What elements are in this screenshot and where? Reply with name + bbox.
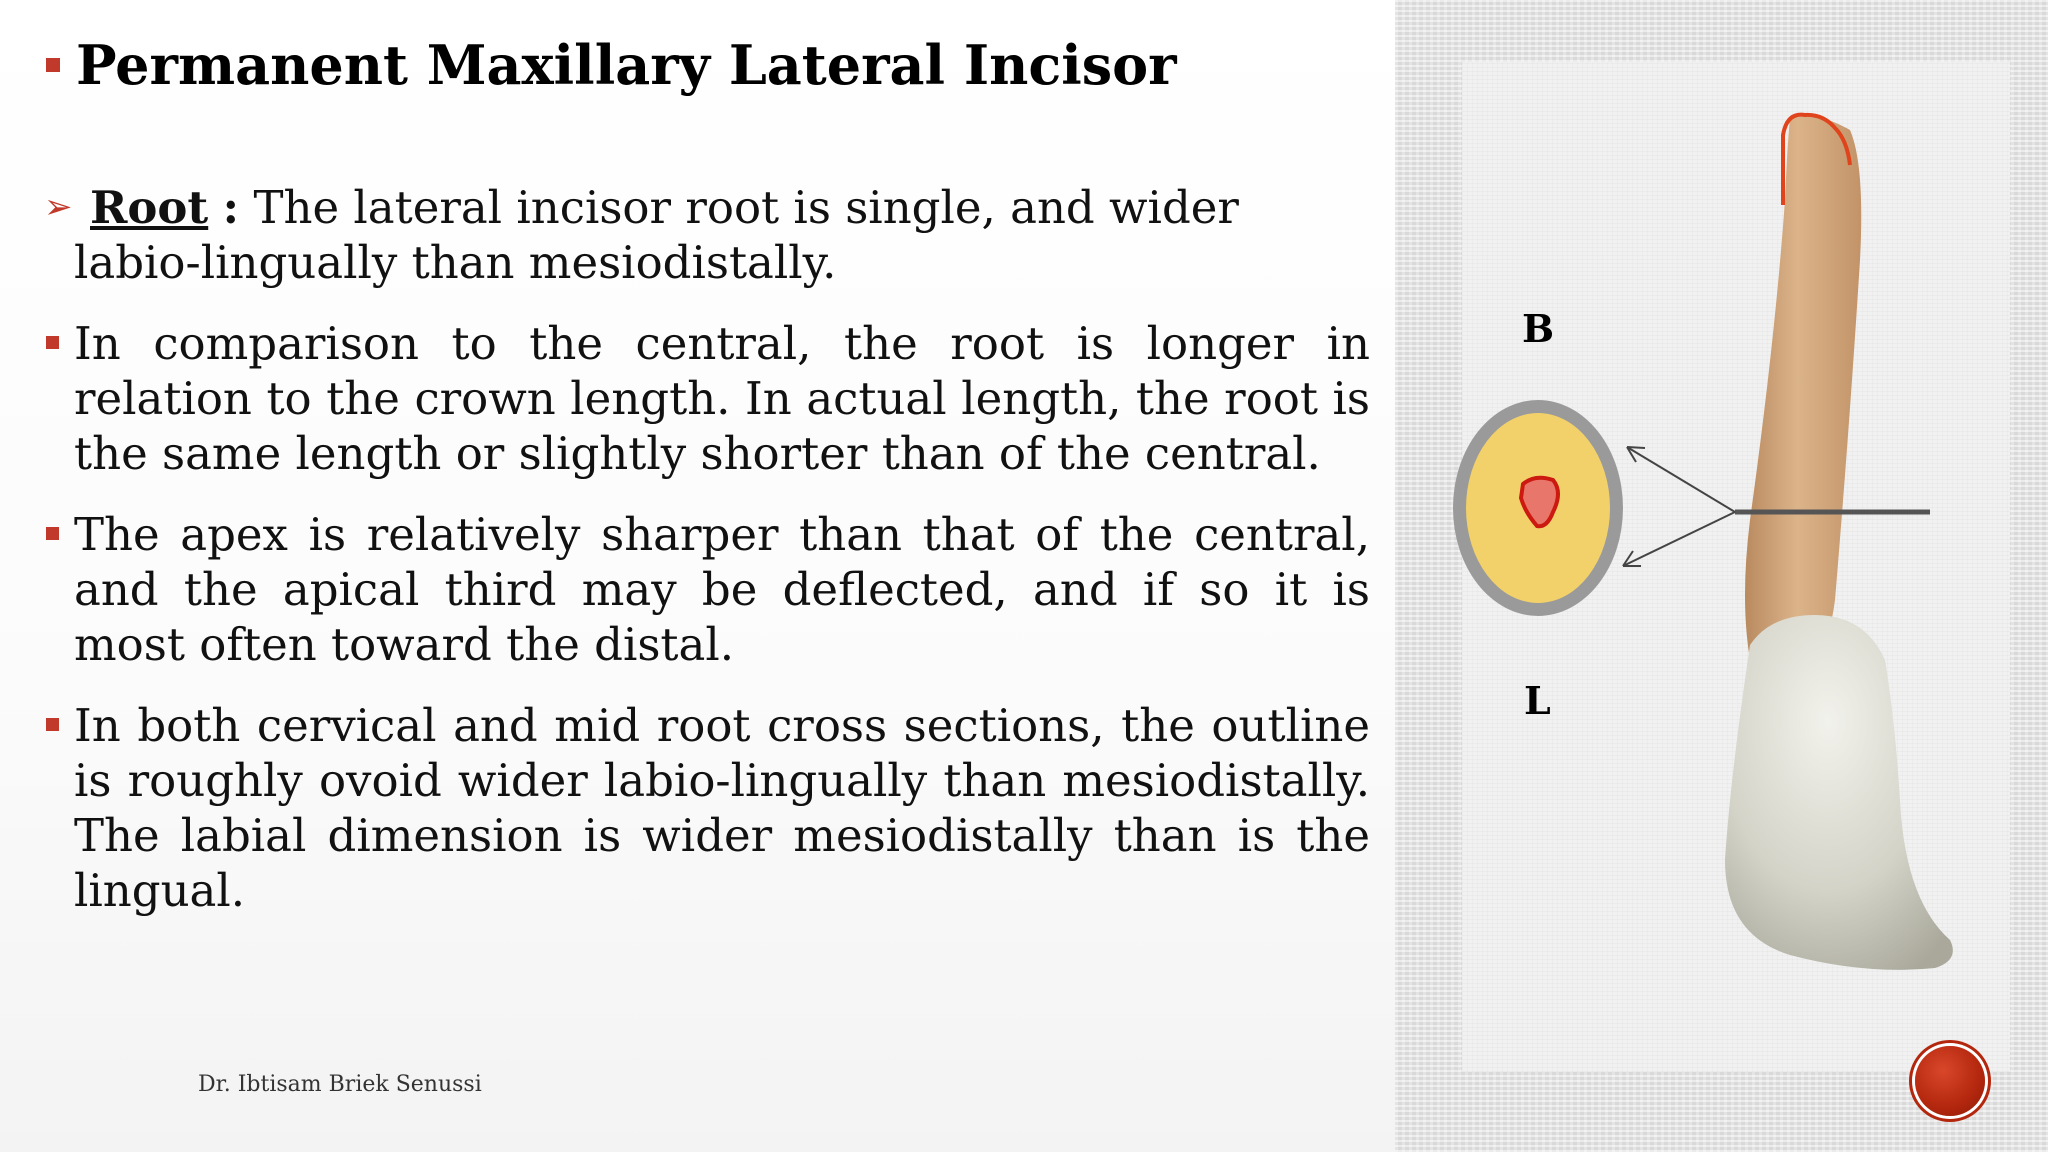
bullet-comparison xyxy=(42,316,1370,481)
title-bullet-icon xyxy=(46,58,60,72)
bullet-cross-sections xyxy=(42,698,1370,918)
label-lingual: L xyxy=(1524,678,1551,723)
bullet-root-continuation: labio-lingually than mesiodistally. xyxy=(74,236,837,289)
title-row xyxy=(46,30,1366,100)
label-buccal: B xyxy=(1522,306,1555,351)
nav-button[interactable] xyxy=(1915,1046,1985,1116)
square-bullet-icon xyxy=(46,718,59,731)
footer-author: Dr. Ibtisam Briek Senussi xyxy=(198,1072,482,1097)
root-label: Root xyxy=(90,181,209,234)
pointer-line-upper xyxy=(1627,447,1735,512)
square-bullet-icon xyxy=(46,527,59,540)
pointer-line-lower xyxy=(1623,512,1735,566)
bullet-root-first-line xyxy=(90,180,1370,235)
tooth-illustration xyxy=(1395,0,2048,1152)
square-bullet-icon xyxy=(46,336,59,349)
bullet-root xyxy=(42,180,1370,290)
root-colon: : xyxy=(222,181,240,234)
slide-title: Permanent Maxillary Lateral Incisor xyxy=(76,33,1177,97)
tooth-root xyxy=(1745,116,1861,660)
bullet-apex xyxy=(42,507,1370,672)
arrow-bullet-icon: ➢ xyxy=(44,187,73,227)
bullet-apex-text: The apex is relatively sharper than that of the central, and the apical third may be deflected, and if so it is most often toward the distal. xyxy=(74,508,1370,671)
tooth-crown xyxy=(1725,615,1953,970)
bullet-cross-sections-text: In both cervical and mid root cross sections, the outline is roughly ovoid wider labio-lingually than mesiodistally. The labial dimension is wider mesiodistally than is the lingual. xyxy=(74,699,1370,917)
root-text: The lateral incisor root is single, and wider xyxy=(253,181,1239,234)
bullet-comparison-text: In comparison to the central, the root is longer in relation to the crown length. In actual length, the root is the same length or slightly shorter than of the central. xyxy=(74,317,1370,480)
bullet-list xyxy=(42,180,1370,944)
